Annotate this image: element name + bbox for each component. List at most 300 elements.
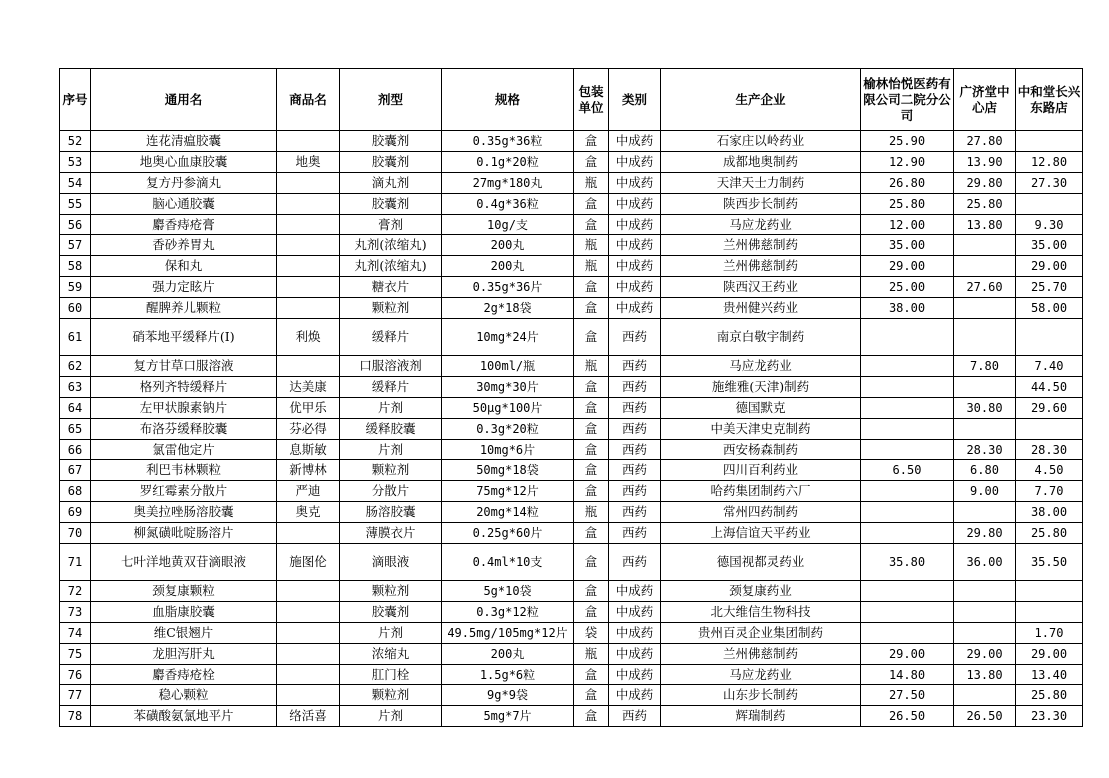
cell-category: 中成药 bbox=[609, 172, 661, 193]
cell-brand-name bbox=[277, 581, 340, 602]
cell-specification: 10g/支 bbox=[442, 214, 574, 235]
cell-generic-name: 布洛芬缓释胶囊 bbox=[91, 418, 277, 439]
cell-specification: 100ml/瓶 bbox=[442, 356, 574, 377]
cell-price-guangjitang bbox=[954, 298, 1016, 319]
cell-manufacturer: 马应龙药业 bbox=[661, 214, 861, 235]
table-row bbox=[60, 319, 1083, 356]
cell-generic-name: 罗红霉素分散片 bbox=[91, 481, 277, 502]
cell-category: 中成药 bbox=[609, 131, 661, 152]
cell-price-yulin-yiyue bbox=[861, 523, 954, 544]
cell-price-yulin-yiyue bbox=[861, 502, 954, 523]
cell-brand-name: 地奥 bbox=[277, 151, 340, 172]
col-header-generic-name: 通用名 bbox=[91, 69, 277, 131]
cell-specification: 0.35g*36片 bbox=[442, 277, 574, 298]
cell-price-zhonghetang: 12.80 bbox=[1016, 151, 1083, 172]
table-row bbox=[60, 356, 1083, 377]
cell-package-unit: 瓶 bbox=[574, 356, 609, 377]
cell-index: 78 bbox=[60, 706, 91, 727]
cell-price-yulin-yiyue bbox=[861, 581, 954, 602]
cell-generic-name: 维C银翘片 bbox=[91, 622, 277, 643]
cell-price-guangjitang: 28.30 bbox=[954, 439, 1016, 460]
cell-dosage-form: 肛门栓 bbox=[340, 664, 442, 685]
cell-index: 76 bbox=[60, 664, 91, 685]
cell-category: 西药 bbox=[609, 502, 661, 523]
cell-manufacturer: 马应龙药业 bbox=[661, 356, 861, 377]
cell-manufacturer: 德国默克 bbox=[661, 397, 861, 418]
cell-brand-name: 新博林 bbox=[277, 460, 340, 481]
cell-price-zhonghetang bbox=[1016, 581, 1083, 602]
cell-price-guangjitang bbox=[954, 601, 1016, 622]
cell-index: 62 bbox=[60, 356, 91, 377]
cell-manufacturer: 四川百利药业 bbox=[661, 460, 861, 481]
cell-index: 63 bbox=[60, 376, 91, 397]
cell-category: 西药 bbox=[609, 460, 661, 481]
cell-brand-name bbox=[277, 193, 340, 214]
cell-price-zhonghetang: 1.70 bbox=[1016, 622, 1083, 643]
cell-package-unit: 盒 bbox=[574, 298, 609, 319]
cell-index: 69 bbox=[60, 502, 91, 523]
cell-price-yulin-yiyue: 12.00 bbox=[861, 214, 954, 235]
cell-brand-name bbox=[277, 235, 340, 256]
col-header-category: 类别 bbox=[609, 69, 661, 131]
table-row bbox=[60, 523, 1083, 544]
cell-price-guangjitang bbox=[954, 256, 1016, 277]
cell-specification: 49.5mg/105mg*12片 bbox=[442, 622, 574, 643]
cell-brand-name bbox=[277, 643, 340, 664]
cell-generic-name: 利巴韦林颗粒 bbox=[91, 460, 277, 481]
cell-specification: 5mg*7片 bbox=[442, 706, 574, 727]
cell-price-zhonghetang: 7.70 bbox=[1016, 481, 1083, 502]
cell-specification: 75mg*12片 bbox=[442, 481, 574, 502]
cell-price-guangjitang: 27.60 bbox=[954, 277, 1016, 298]
cell-category: 西药 bbox=[609, 376, 661, 397]
cell-category: 中成药 bbox=[609, 664, 661, 685]
cell-generic-name: 血脂康胶囊 bbox=[91, 601, 277, 622]
cell-brand-name bbox=[277, 622, 340, 643]
cell-package-unit: 盒 bbox=[574, 523, 609, 544]
cell-price-yulin-yiyue bbox=[861, 601, 954, 622]
cell-package-unit: 盒 bbox=[574, 376, 609, 397]
cell-price-zhonghetang: 27.30 bbox=[1016, 172, 1083, 193]
cell-index: 52 bbox=[60, 131, 91, 152]
cell-package-unit: 盒 bbox=[574, 544, 609, 581]
cell-brand-name: 施图伦 bbox=[277, 544, 340, 581]
cell-category: 中成药 bbox=[609, 193, 661, 214]
cell-specification: 0.35g*36粒 bbox=[442, 131, 574, 152]
col-header-brand-name: 商品名 bbox=[277, 69, 340, 131]
cell-specification: 0.4ml*10支 bbox=[442, 544, 574, 581]
cell-manufacturer: 兰州佛慈制药 bbox=[661, 235, 861, 256]
table-row bbox=[60, 685, 1083, 706]
cell-package-unit: 盒 bbox=[574, 131, 609, 152]
cell-dosage-form: 滴眼液 bbox=[340, 544, 442, 581]
table-row bbox=[60, 214, 1083, 235]
cell-price-zhonghetang: 4.50 bbox=[1016, 460, 1083, 481]
cell-generic-name: 复方甘草口服溶液 bbox=[91, 356, 277, 377]
table-row bbox=[60, 601, 1083, 622]
cell-manufacturer: 南京白敬宇制药 bbox=[661, 319, 861, 356]
cell-price-yulin-yiyue bbox=[861, 319, 954, 356]
cell-price-zhonghetang: 44.50 bbox=[1016, 376, 1083, 397]
cell-specification: 50mg*18袋 bbox=[442, 460, 574, 481]
cell-manufacturer: 兰州佛慈制药 bbox=[661, 256, 861, 277]
cell-index: 53 bbox=[60, 151, 91, 172]
cell-category: 西药 bbox=[609, 397, 661, 418]
cell-specification: 200丸 bbox=[442, 256, 574, 277]
cell-price-yulin-yiyue: 29.00 bbox=[861, 643, 954, 664]
drug-price-table bbox=[59, 68, 1083, 727]
col-header-index: 序号 bbox=[60, 69, 91, 131]
cell-dosage-form: 片剂 bbox=[340, 397, 442, 418]
cell-price-yulin-yiyue bbox=[861, 376, 954, 397]
cell-price-yulin-yiyue bbox=[861, 356, 954, 377]
cell-brand-name bbox=[277, 685, 340, 706]
cell-index: 77 bbox=[60, 685, 91, 706]
cell-index: 66 bbox=[60, 439, 91, 460]
cell-price-yulin-yiyue bbox=[861, 622, 954, 643]
cell-brand-name bbox=[277, 256, 340, 277]
cell-manufacturer: 常州四药制药 bbox=[661, 502, 861, 523]
cell-generic-name: 连花清瘟胶囊 bbox=[91, 131, 277, 152]
table-row bbox=[60, 643, 1083, 664]
cell-package-unit: 瓶 bbox=[574, 256, 609, 277]
cell-package-unit: 盒 bbox=[574, 193, 609, 214]
cell-price-yulin-yiyue: 25.00 bbox=[861, 277, 954, 298]
cell-manufacturer: 陕西步长制药 bbox=[661, 193, 861, 214]
cell-price-yulin-yiyue bbox=[861, 397, 954, 418]
cell-specification: 200丸 bbox=[442, 643, 574, 664]
cell-price-yulin-yiyue: 25.90 bbox=[861, 131, 954, 152]
table-row bbox=[60, 172, 1083, 193]
cell-index: 73 bbox=[60, 601, 91, 622]
cell-generic-name: 氯雷他定片 bbox=[91, 439, 277, 460]
cell-price-zhonghetang: 25.80 bbox=[1016, 523, 1083, 544]
cell-generic-name: 硝苯地平缓释片(Ⅰ) bbox=[91, 319, 277, 356]
cell-manufacturer: 兰州佛慈制药 bbox=[661, 643, 861, 664]
cell-generic-name: 柳氮磺吡啶肠溶片 bbox=[91, 523, 277, 544]
cell-category: 中成药 bbox=[609, 151, 661, 172]
cell-price-zhonghetang: 38.00 bbox=[1016, 502, 1083, 523]
cell-price-guangjitang bbox=[954, 622, 1016, 643]
cell-brand-name bbox=[277, 214, 340, 235]
cell-index: 67 bbox=[60, 460, 91, 481]
cell-price-guangjitang: 27.80 bbox=[954, 131, 1016, 152]
table-row bbox=[60, 193, 1083, 214]
cell-brand-name: 奥克 bbox=[277, 502, 340, 523]
cell-manufacturer: 马应龙药业 bbox=[661, 664, 861, 685]
table-row bbox=[60, 235, 1083, 256]
cell-brand-name bbox=[277, 172, 340, 193]
cell-generic-name: 苯磺酸氨氯地平片 bbox=[91, 706, 277, 727]
cell-package-unit: 盒 bbox=[574, 460, 609, 481]
cell-index: 59 bbox=[60, 277, 91, 298]
cell-package-unit: 盒 bbox=[574, 397, 609, 418]
cell-generic-name: 稳心颗粒 bbox=[91, 685, 277, 706]
cell-specification: 0.25g*60片 bbox=[442, 523, 574, 544]
cell-generic-name: 麝香痔疮膏 bbox=[91, 214, 277, 235]
cell-price-zhonghetang: 29.00 bbox=[1016, 643, 1083, 664]
cell-index: 55 bbox=[60, 193, 91, 214]
cell-dosage-form: 丸剂(浓缩丸) bbox=[340, 235, 442, 256]
cell-package-unit: 盒 bbox=[574, 214, 609, 235]
col-header-package-unit: 包装单位 bbox=[574, 69, 609, 131]
cell-price-guangjitang: 6.80 bbox=[954, 460, 1016, 481]
col-header-manufacturer: 生产企业 bbox=[661, 69, 861, 131]
cell-brand-name: 络活喜 bbox=[277, 706, 340, 727]
cell-dosage-form: 缓释胶囊 bbox=[340, 418, 442, 439]
cell-package-unit: 瓶 bbox=[574, 502, 609, 523]
cell-brand-name bbox=[277, 277, 340, 298]
cell-price-yulin-yiyue: 6.50 bbox=[861, 460, 954, 481]
cell-category: 西药 bbox=[609, 706, 661, 727]
cell-dosage-form: 颗粒剂 bbox=[340, 685, 442, 706]
price-table-container bbox=[59, 68, 1083, 727]
cell-price-guangjitang: 26.50 bbox=[954, 706, 1016, 727]
cell-generic-name: 复方丹参滴丸 bbox=[91, 172, 277, 193]
cell-index: 71 bbox=[60, 544, 91, 581]
cell-generic-name: 左甲状腺素钠片 bbox=[91, 397, 277, 418]
cell-price-zhonghetang: 29.60 bbox=[1016, 397, 1083, 418]
cell-package-unit: 瓶 bbox=[574, 172, 609, 193]
cell-generic-name: 脑心通胶囊 bbox=[91, 193, 277, 214]
cell-price-guangjitang: 36.00 bbox=[954, 544, 1016, 581]
cell-price-guangjitang: 7.80 bbox=[954, 356, 1016, 377]
cell-price-yulin-yiyue: 14.80 bbox=[861, 664, 954, 685]
cell-price-zhonghetang: 58.00 bbox=[1016, 298, 1083, 319]
cell-manufacturer: 陕西汉王药业 bbox=[661, 277, 861, 298]
cell-manufacturer: 中美天津史克制药 bbox=[661, 418, 861, 439]
cell-price-guangjitang: 13.90 bbox=[954, 151, 1016, 172]
cell-price-guangjitang: 13.80 bbox=[954, 214, 1016, 235]
cell-category: 中成药 bbox=[609, 214, 661, 235]
cell-manufacturer: 上海信谊天平药业 bbox=[661, 523, 861, 544]
cell-manufacturer: 石家庄以岭药业 bbox=[661, 131, 861, 152]
cell-specification: 50μg*100片 bbox=[442, 397, 574, 418]
col-header-specification: 规格 bbox=[442, 69, 574, 131]
cell-dosage-form: 分散片 bbox=[340, 481, 442, 502]
cell-dosage-form: 缓释片 bbox=[340, 376, 442, 397]
cell-brand-name: 优甲乐 bbox=[277, 397, 340, 418]
cell-package-unit: 盒 bbox=[574, 439, 609, 460]
cell-manufacturer: 哈药集团制药六厂 bbox=[661, 481, 861, 502]
cell-category: 西药 bbox=[609, 418, 661, 439]
cell-brand-name bbox=[277, 131, 340, 152]
cell-package-unit: 盒 bbox=[574, 151, 609, 172]
cell-dosage-form: 胶囊剂 bbox=[340, 601, 442, 622]
cell-category: 中成药 bbox=[609, 235, 661, 256]
table-row bbox=[60, 376, 1083, 397]
cell-price-zhonghetang bbox=[1016, 319, 1083, 356]
cell-brand-name bbox=[277, 664, 340, 685]
table-row bbox=[60, 256, 1083, 277]
cell-price-yulin-yiyue: 35.00 bbox=[861, 235, 954, 256]
table-row bbox=[60, 502, 1083, 523]
cell-dosage-form: 胶囊剂 bbox=[340, 151, 442, 172]
table-row bbox=[60, 418, 1083, 439]
cell-manufacturer: 辉瑞制药 bbox=[661, 706, 861, 727]
cell-price-guangjitang bbox=[954, 376, 1016, 397]
cell-specification: 30mg*30片 bbox=[442, 376, 574, 397]
cell-price-yulin-yiyue bbox=[861, 418, 954, 439]
table-row bbox=[60, 481, 1083, 502]
cell-brand-name bbox=[277, 298, 340, 319]
cell-price-yulin-yiyue: 26.80 bbox=[861, 172, 954, 193]
cell-package-unit: 盒 bbox=[574, 685, 609, 706]
cell-brand-name bbox=[277, 523, 340, 544]
cell-package-unit: 盒 bbox=[574, 664, 609, 685]
cell-specification: 0.4g*36粒 bbox=[442, 193, 574, 214]
table-row bbox=[60, 277, 1083, 298]
cell-package-unit: 瓶 bbox=[574, 643, 609, 664]
cell-price-guangjitang bbox=[954, 502, 1016, 523]
cell-generic-name: 香砂养胃丸 bbox=[91, 235, 277, 256]
cell-price-zhonghetang bbox=[1016, 601, 1083, 622]
cell-index: 68 bbox=[60, 481, 91, 502]
cell-dosage-form: 丸剂(浓缩丸) bbox=[340, 256, 442, 277]
cell-dosage-form: 口服溶液剂 bbox=[340, 356, 442, 377]
cell-price-zhonghetang: 29.00 bbox=[1016, 256, 1083, 277]
table-row bbox=[60, 131, 1083, 152]
cell-brand-name: 芬必得 bbox=[277, 418, 340, 439]
table-row bbox=[60, 664, 1083, 685]
cell-category: 西药 bbox=[609, 356, 661, 377]
cell-generic-name: 颈复康颗粒 bbox=[91, 581, 277, 602]
cell-price-yulin-yiyue: 29.00 bbox=[861, 256, 954, 277]
cell-generic-name: 地奥心血康胶囊 bbox=[91, 151, 277, 172]
cell-generic-name: 保和丸 bbox=[91, 256, 277, 277]
cell-manufacturer: 山东步长制药 bbox=[661, 685, 861, 706]
cell-brand-name bbox=[277, 356, 340, 377]
cell-generic-name: 醒脾养儿颗粒 bbox=[91, 298, 277, 319]
cell-index: 65 bbox=[60, 418, 91, 439]
cell-price-guangjitang: 25.80 bbox=[954, 193, 1016, 214]
cell-price-guangjitang bbox=[954, 319, 1016, 356]
table-body bbox=[60, 131, 1083, 727]
cell-price-yulin-yiyue: 35.80 bbox=[861, 544, 954, 581]
cell-index: 56 bbox=[60, 214, 91, 235]
col-header-store-zhonghetang: 中和堂长兴东路店 bbox=[1016, 69, 1083, 131]
cell-price-guangjitang bbox=[954, 685, 1016, 706]
cell-price-yulin-yiyue: 38.00 bbox=[861, 298, 954, 319]
cell-category: 中成药 bbox=[609, 256, 661, 277]
cell-price-guangjitang: 29.80 bbox=[954, 523, 1016, 544]
cell-price-yulin-yiyue: 25.80 bbox=[861, 193, 954, 214]
table-row bbox=[60, 622, 1083, 643]
cell-price-guangjitang: 13.80 bbox=[954, 664, 1016, 685]
cell-index: 70 bbox=[60, 523, 91, 544]
table-row bbox=[60, 151, 1083, 172]
cell-specification: 10mg*24片 bbox=[442, 319, 574, 356]
cell-specification: 5g*10袋 bbox=[442, 581, 574, 602]
cell-price-zhonghetang bbox=[1016, 131, 1083, 152]
cell-generic-name: 奥美拉唑肠溶胶囊 bbox=[91, 502, 277, 523]
cell-manufacturer: 北大维信生物科技 bbox=[661, 601, 861, 622]
cell-specification: 0.3g*20粒 bbox=[442, 418, 574, 439]
cell-package-unit: 盒 bbox=[574, 601, 609, 622]
cell-dosage-form: 颗粒剂 bbox=[340, 460, 442, 481]
cell-price-zhonghetang: 35.00 bbox=[1016, 235, 1083, 256]
table-row bbox=[60, 460, 1083, 481]
cell-brand-name: 利焕 bbox=[277, 319, 340, 356]
cell-package-unit: 盒 bbox=[574, 481, 609, 502]
cell-price-zhonghetang: 25.70 bbox=[1016, 277, 1083, 298]
cell-category: 中成药 bbox=[609, 581, 661, 602]
cell-brand-name: 达美康 bbox=[277, 376, 340, 397]
cell-index: 64 bbox=[60, 397, 91, 418]
cell-price-zhonghetang bbox=[1016, 418, 1083, 439]
cell-dosage-form: 片剂 bbox=[340, 439, 442, 460]
cell-package-unit: 袋 bbox=[574, 622, 609, 643]
cell-dosage-form: 胶囊剂 bbox=[340, 193, 442, 214]
cell-brand-name: 严迪 bbox=[277, 481, 340, 502]
cell-specification: 0.3g*12粒 bbox=[442, 601, 574, 622]
cell-price-zhonghetang: 28.30 bbox=[1016, 439, 1083, 460]
cell-specification: 0.1g*20粒 bbox=[442, 151, 574, 172]
cell-category: 中成药 bbox=[609, 298, 661, 319]
table-row bbox=[60, 397, 1083, 418]
cell-manufacturer: 成都地奥制药 bbox=[661, 151, 861, 172]
cell-dosage-form: 肠溶胶囊 bbox=[340, 502, 442, 523]
cell-specification: 9g*9袋 bbox=[442, 685, 574, 706]
cell-generic-name: 麝香痔疮栓 bbox=[91, 664, 277, 685]
cell-price-guangjitang: 9.00 bbox=[954, 481, 1016, 502]
cell-dosage-form: 颗粒剂 bbox=[340, 298, 442, 319]
cell-package-unit: 盒 bbox=[574, 706, 609, 727]
cell-package-unit: 盒 bbox=[574, 581, 609, 602]
cell-package-unit: 瓶 bbox=[574, 235, 609, 256]
cell-manufacturer: 颈复康药业 bbox=[661, 581, 861, 602]
cell-dosage-form: 颗粒剂 bbox=[340, 581, 442, 602]
cell-dosage-form: 片剂 bbox=[340, 706, 442, 727]
cell-index: 57 bbox=[60, 235, 91, 256]
cell-dosage-form: 浓缩丸 bbox=[340, 643, 442, 664]
cell-specification: 27mg*180丸 bbox=[442, 172, 574, 193]
cell-index: 58 bbox=[60, 256, 91, 277]
cell-dosage-form: 滴丸剂 bbox=[340, 172, 442, 193]
cell-price-zhonghetang: 23.30 bbox=[1016, 706, 1083, 727]
cell-manufacturer: 贵州健兴药业 bbox=[661, 298, 861, 319]
cell-index: 61 bbox=[60, 319, 91, 356]
cell-dosage-form: 膏剂 bbox=[340, 214, 442, 235]
cell-package-unit: 盒 bbox=[574, 418, 609, 439]
cell-index: 72 bbox=[60, 581, 91, 602]
table-row bbox=[60, 581, 1083, 602]
cell-dosage-form: 缓释片 bbox=[340, 319, 442, 356]
cell-index: 75 bbox=[60, 643, 91, 664]
cell-price-yulin-yiyue bbox=[861, 439, 954, 460]
cell-category: 中成药 bbox=[609, 643, 661, 664]
cell-category: 中成药 bbox=[609, 622, 661, 643]
cell-manufacturer: 施维雅(天津)制药 bbox=[661, 376, 861, 397]
cell-category: 西药 bbox=[609, 481, 661, 502]
col-header-store-yulin-yiyue: 榆林怡悦医药有限公司二院分公司 bbox=[861, 69, 954, 131]
cell-price-yulin-yiyue bbox=[861, 481, 954, 502]
cell-generic-name: 龙胆泻肝丸 bbox=[91, 643, 277, 664]
cell-dosage-form: 薄膜衣片 bbox=[340, 523, 442, 544]
cell-category: 西药 bbox=[609, 523, 661, 544]
cell-category: 中成药 bbox=[609, 601, 661, 622]
cell-category: 中成药 bbox=[609, 685, 661, 706]
cell-manufacturer: 西安杨森制药 bbox=[661, 439, 861, 460]
cell-price-zhonghetang: 7.40 bbox=[1016, 356, 1083, 377]
cell-manufacturer: 德国视都灵药业 bbox=[661, 544, 861, 581]
cell-package-unit: 盒 bbox=[574, 319, 609, 356]
cell-category: 西药 bbox=[609, 439, 661, 460]
col-header-store-guangjitang: 广济堂中心店 bbox=[954, 69, 1016, 131]
table-row bbox=[60, 706, 1083, 727]
cell-specification: 1.5g*6粒 bbox=[442, 664, 574, 685]
cell-generic-name: 七叶洋地黄双苷滴眼液 bbox=[91, 544, 277, 581]
